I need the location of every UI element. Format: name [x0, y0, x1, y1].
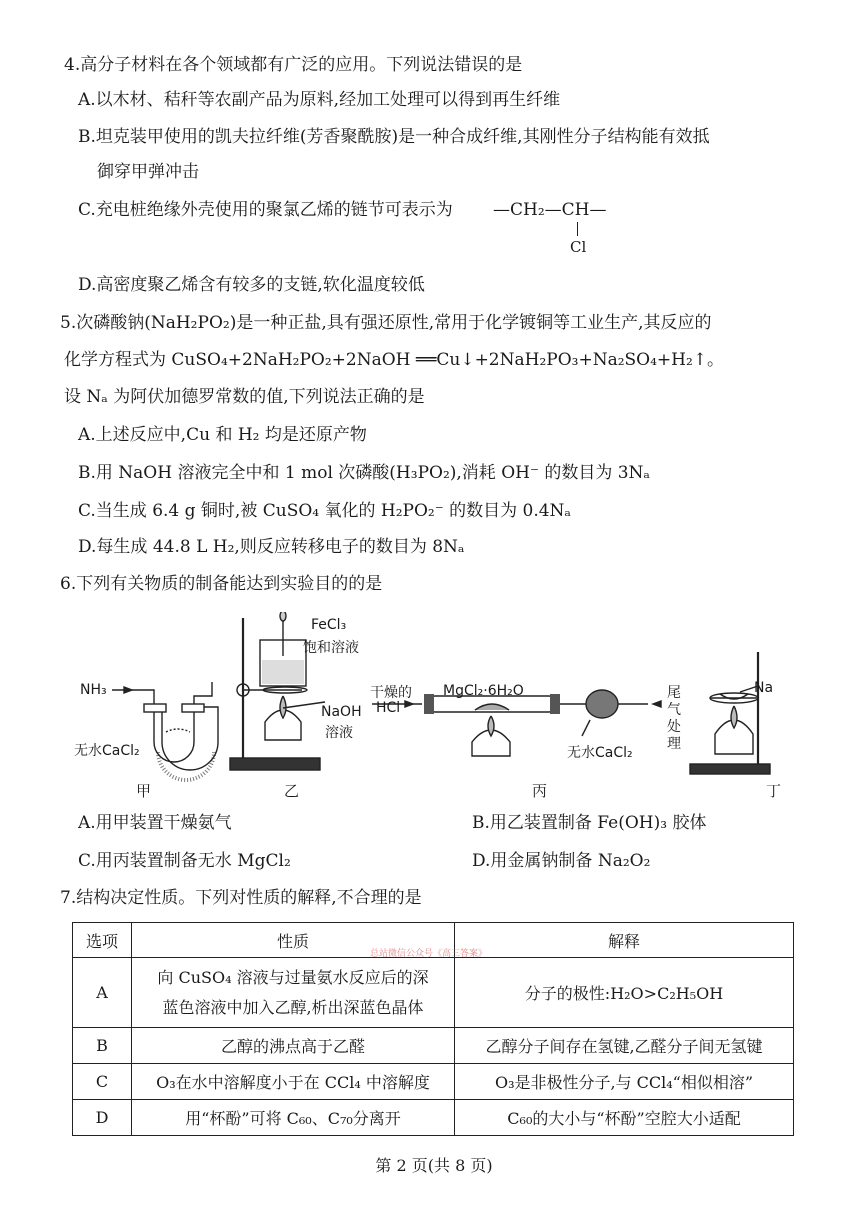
row-property — [132, 958, 455, 1028]
row-explanation: O₃是非极性分子,与 CCl₄“相似相溶” — [455, 1064, 794, 1100]
row-explanation: 乙醇分子间存在氢键,乙醛分子间无氢键 — [455, 1028, 794, 1064]
apparatus-jia-u-tube — [112, 682, 218, 780]
table-row — [73, 1028, 794, 1064]
header-property: 性质 — [132, 923, 455, 958]
pvc-chlorine: Cl — [570, 238, 587, 256]
apparatus-yi-stand — [230, 612, 325, 770]
label-saturated-solution: 饱和溶液 — [303, 640, 359, 656]
q7-stem: 7.结构决定性质。下列对性质的解释,不合理的是 — [60, 888, 422, 908]
label-cacl2-jia: 无水CaCl₂ — [74, 743, 140, 759]
label-hcl: HCl — [376, 700, 401, 716]
label-fecl3: FeCl₃ — [311, 617, 347, 633]
label-jia: 甲 — [136, 782, 152, 800]
row-option: A — [73, 958, 132, 1028]
q4-stem: 4.高分子材料在各个领域都有广泛的应用。下列说法错误的是 — [64, 55, 523, 75]
q4-option-a: A.以木材、秸秆等农副产品为原料,经加工处理可以得到再生纤维 — [78, 90, 561, 110]
q5-option-a: A.上述反应中,Cu 和 H₂ 均是还原产物 — [78, 425, 367, 445]
row-property: O₃在水中溶解度小于在 CCl₄ 中溶解度 — [132, 1064, 455, 1100]
table-row — [73, 1064, 794, 1100]
row-property-line2: 蓝色溶液中加入乙醇,析出深蓝色晶体 — [162, 997, 424, 1017]
label-tail-4: 理 — [667, 736, 681, 752]
row-property: 乙醇的沸点高于乙醛 — [132, 1028, 455, 1064]
q6-stem: 6.下列有关物质的制备能达到实验目的的是 — [60, 574, 383, 594]
label-naoh: NaOH — [321, 704, 362, 720]
label-bing: 丙 — [532, 782, 548, 800]
q4-option-b-line2: 御穿甲弹冲击 — [97, 162, 199, 182]
watermark: 总站微信公众号《高三答案》 — [370, 949, 488, 959]
q5-option-d: D.每生成 44.8 L H₂,则反应转移电子的数目为 8Nₐ — [78, 537, 465, 557]
apparatus-figure — [70, 612, 800, 802]
q5-stem-line2: 化学方程式为 CuSO₄+2NaH₂PO₂+2NaOH ══Cu↓+2NaH₂PO₃+Na₂SO₄+H₂↑。 — [64, 350, 725, 370]
q5-stem-line1: 5.次磷酸钠(NaH₂PO₂)是一种正盐,具有强还原性,常用于化学镀铜等工业生产,其反应的 — [60, 313, 712, 333]
label-nh3: NH₃ — [80, 682, 107, 698]
header-explanation: 解释 — [455, 923, 794, 958]
page-footer: 第 2 页(共 8 页) — [375, 1156, 493, 1175]
pvc-bond-line — [577, 222, 578, 236]
row-explanation: 分子的极性:H₂O>C₂H₅OH — [455, 958, 794, 1028]
row-property: 用“杯酚”可将 C₆₀、C₇₀分离开 — [132, 1100, 455, 1136]
row-option: C — [73, 1064, 132, 1100]
label-tail-3: 处 — [667, 719, 681, 735]
row-option: D — [73, 1100, 132, 1136]
row-option: B — [73, 1028, 132, 1064]
label-ding: 丁 — [766, 782, 782, 800]
q4-option-d: D.高密度聚乙烯含有较多的支链,软化温度较低 — [78, 275, 425, 295]
q6-option-a: A.用甲装置干燥氨气 — [78, 813, 232, 833]
q5-stem-line3: 设 Nₐ 为阿伏加德罗常数的值,下列说法正确的是 — [64, 387, 425, 407]
label-na: Na — [754, 680, 774, 696]
table-row — [73, 958, 794, 1028]
row-property-line1: 向 CuSO₄ 溶液与过量氨水反应后的深 — [157, 967, 429, 987]
row-explanation: C₆₀的大小与“杯酚”空腔大小适配 — [455, 1100, 794, 1136]
label-mgcl2: MgCl₂·6H₂O — [443, 683, 524, 699]
q6-option-b: B.用乙装置制备 Fe(OH)₃ 胶体 — [472, 813, 707, 833]
header-option: 选项 — [73, 923, 132, 958]
q4-option-b-line1: B.坦克装甲使用的凯夫拉纤维(芳香聚酰胺)是一种合成纤维,其刚性分子结构能有效抵 — [78, 127, 710, 147]
q6-option-c: C.用丙装置制备无水 MgCl₂ — [78, 851, 291, 871]
label-tail-1: 尾 — [667, 685, 681, 701]
label-tail-2: 气 — [667, 702, 681, 718]
q5-option-b: B.用 NaOH 溶液完全中和 1 mol 次磷酸(H₃PO₂),消耗 OH⁻ 的数目为 3Nₐ — [78, 463, 650, 483]
q6-option-d: D.用金属钠制备 Na₂O₂ — [472, 851, 651, 871]
label-dry: 干燥的 — [370, 685, 412, 701]
label-solution: 溶液 — [325, 725, 353, 741]
label-cacl2-bing: 无水CaCl₂ — [567, 745, 633, 761]
apparatus-ding-stand — [690, 652, 770, 774]
table-row — [73, 1100, 794, 1136]
q4-option-c: C.充电桩绝缘外壳使用的聚氯乙烯的链节可表示为 — [78, 200, 453, 220]
pvc-repeat-unit: —CH₂—CH— — [493, 200, 607, 220]
label-yi: 乙 — [284, 782, 300, 800]
q5-option-c: C.当生成 6.4 g 铜时,被 CuSO₄ 氧化的 H₂PO₂⁻ 的数目为 0.4Nₐ — [78, 501, 571, 521]
